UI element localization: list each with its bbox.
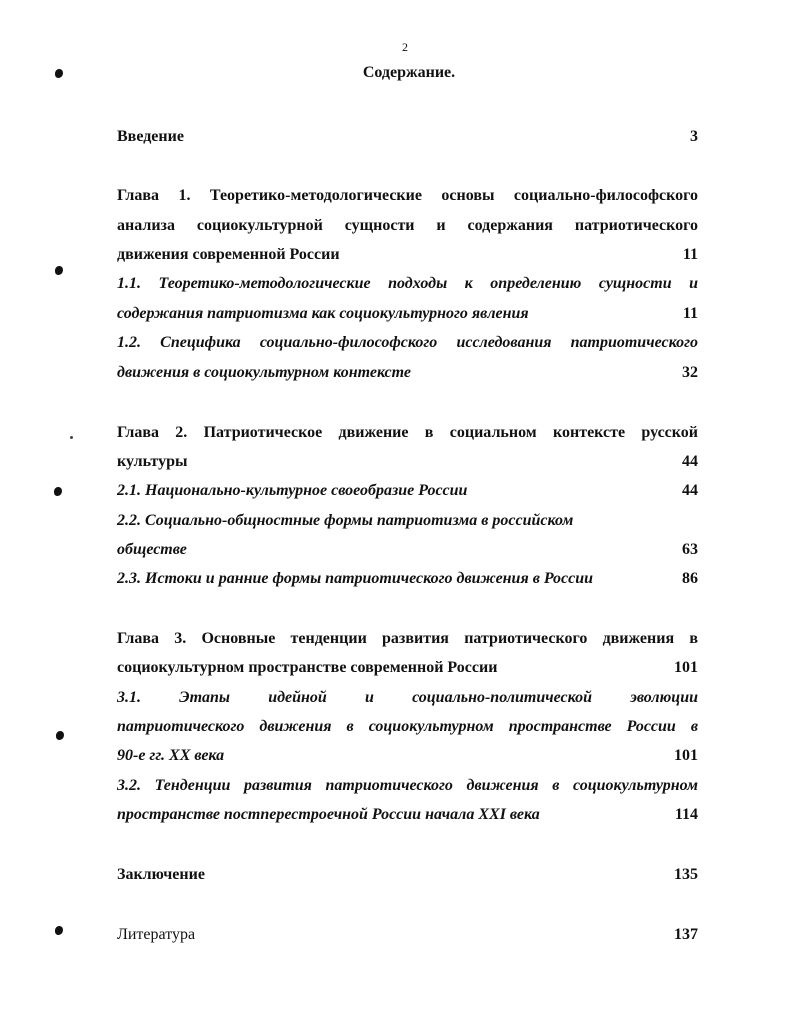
punch-hole-mark: [55, 926, 63, 935]
toc-chapter-3-line: Глава 3. Основные тенденции развития патриотического движения в: [117, 630, 698, 647]
toc-page-number: 11: [682, 305, 698, 322]
toc-page-number: 32: [682, 364, 698, 381]
toc-section-3-1-line: 90-е гг. XX века 101: [117, 741, 698, 771]
toc-entry-label: Введение: [117, 128, 184, 145]
toc-section-2-1-line: 2.1. Национально-культурное своеобразие России 44: [117, 476, 698, 506]
toc-title: Содержание.: [362, 64, 456, 81]
toc-page-number: 44: [682, 453, 698, 470]
toc-chapter-1-line: анализа социокультурной сущности и содержания патриотического: [117, 217, 698, 234]
toc-page-number: 114: [674, 806, 698, 823]
toc-section-1-2-line: 1.2. Специфика социально-философского исследования патриотического: [117, 334, 698, 351]
toc-page-number: 135: [674, 866, 698, 883]
toc-section-1-2-line: движения в социокультурном контексте 32: [117, 358, 698, 388]
toc-section-2-3-line: 2.3. Истоки и ранние формы патриотического движения в России 86: [117, 564, 698, 594]
toc-section-3-1-line: 3.1. Этапы идейной и социально-политической эволюции: [117, 689, 698, 706]
toc-chapter-2-line: Глава 2. Патриотическое движение в социальном контексте русской: [117, 424, 698, 441]
toc-entry-label: Заключение: [117, 866, 205, 883]
toc-page-number: 86: [682, 570, 698, 587]
scan-speck: [70, 436, 73, 439]
toc-page-number: 137: [674, 926, 698, 943]
toc-chapter-1-line: движения современной России 11: [117, 240, 698, 270]
toc-section-1-1-line: 1.1. Теоретико-методологические подходы к определению сущности и: [117, 275, 698, 292]
toc-page-number: 3: [690, 128, 698, 145]
page-number: 2: [402, 40, 408, 54]
toc-section-3-2-line: пространстве постперестроечной России начала XXI века 114: [117, 800, 698, 830]
toc-section-3-1-line: патриотического движения в социокультурном пространстве России в: [117, 718, 698, 735]
toc-chapter-2-line: культуры 44: [117, 447, 698, 477]
punch-hole-mark: [55, 266, 63, 275]
toc-section-1-1-line: содержания патриотизма как социокультурного явления 11: [117, 299, 698, 329]
toc-entry-label: Литература: [117, 926, 196, 943]
toc-entry-literature: [117, 920, 698, 950]
toc-section-2-2-line: 2.2. Социально-общностные формы патриотизма в российском: [117, 512, 574, 529]
toc-chapter-1-line: Глава 1. Теоретико-методологические основы социально-философского: [117, 187, 698, 204]
toc-page-number: 44: [682, 482, 698, 499]
toc-entry-conclusion: [117, 860, 698, 890]
toc-page-number: 101: [674, 747, 698, 764]
toc-section-2-2-line: обществе 63: [117, 535, 698, 565]
toc-page-number: 11: [682, 246, 698, 263]
punch-hole-mark: [54, 487, 62, 496]
toc-chapter-3-line: социокультурном пространстве современной России 101: [117, 653, 698, 683]
toc-entry-intro: [117, 122, 698, 152]
toc-page-number: 63: [682, 541, 698, 558]
toc-page-number: 101: [674, 659, 698, 676]
toc-section-3-2-line: 3.2. Тенденции развития патриотического движения в социокультурном: [117, 777, 698, 794]
punch-hole-mark: [56, 731, 64, 740]
